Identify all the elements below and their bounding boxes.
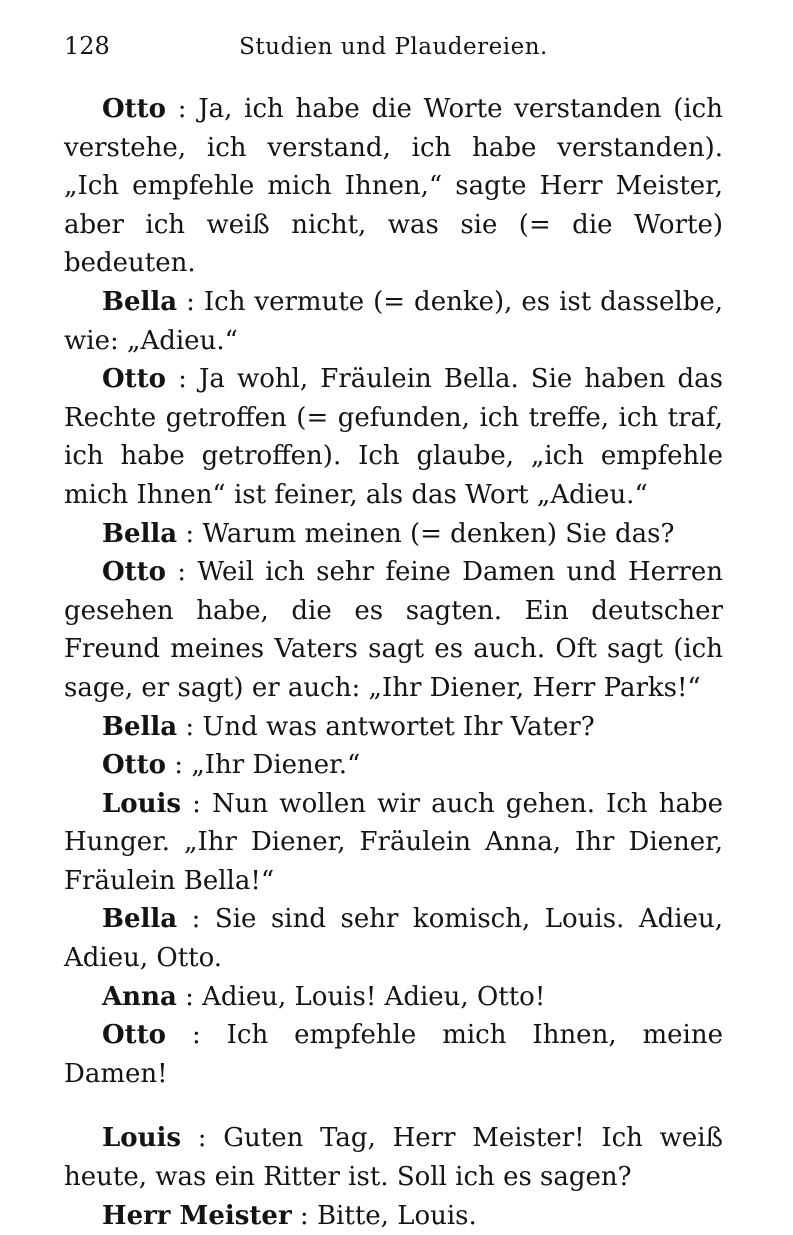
dialogue-line xyxy=(64,283,723,360)
speaker-separator: : xyxy=(291,1200,317,1231)
dialogue-text-span: Weil ich sehr feine Damen und Herren gesehen habe, die es sagten. Ein deutscher Freund meines Vaters sagt es auch. Oft sagt (ich sage, er sagt) er auch: „Ihr Diener, Herr Parks!“ xyxy=(64,557,723,703)
speaker-name: Bella xyxy=(102,904,178,935)
speaker-separator: : xyxy=(177,904,215,935)
dialogue-text-span: Adieu, Louis! Adieu, Otto! xyxy=(202,981,546,1012)
page-number: 128 xyxy=(64,32,110,60)
speaker-separator: : xyxy=(166,364,199,395)
dialogue-line xyxy=(64,900,723,977)
speaker-name: Bella xyxy=(102,711,178,742)
dialogue-line xyxy=(64,90,723,283)
speaker-name: Bella xyxy=(102,518,178,549)
dialogue-text-span: Sie sind sehr komisch, Louis. Adieu, Adieu, Otto. xyxy=(64,904,723,974)
dialogue-text-span: Und was antwortet Ihr Vater? xyxy=(202,711,595,742)
speaker-separator: : xyxy=(166,750,192,781)
speaker-separator: : xyxy=(176,981,203,1012)
dialogue-line xyxy=(64,1197,723,1235)
speaker-name: Anna xyxy=(102,981,177,1012)
speaker-name: Louis xyxy=(102,788,182,819)
dialogue-line xyxy=(64,1119,723,1196)
dialogue-text-span: Ja, ich habe die Worte verstanden (ich verstehe, ich verstand, ich habe verstanden). „Ich empfehle mich Ihnen,“ sagte Herr Meister, aber ich weiß nicht, was sie (= die Worte) bedeuten. xyxy=(64,94,723,279)
speaker-separator: : xyxy=(177,286,204,317)
speaker-separator: : xyxy=(181,1123,224,1154)
dialogue-line xyxy=(64,515,723,554)
speaker-name: Otto xyxy=(102,1020,167,1051)
dialogue-text xyxy=(64,90,723,1235)
dialogue-text-span: Ich empfehle mich Ihnen, meine Damen! xyxy=(64,1020,723,1089)
dialogue-line xyxy=(64,978,723,1017)
speaker-name: Louis xyxy=(102,1123,182,1154)
speaker-name: Herr Meister xyxy=(102,1200,292,1231)
dialogue-line xyxy=(64,360,723,514)
dialogue-line xyxy=(64,785,723,901)
speaker-name: Otto xyxy=(102,364,167,395)
speaker-separator: : xyxy=(166,1020,227,1051)
dialogue-text-span: Guten Tag, Herr Meister! Ich weiß heute, was ein Ritter ist. Soll ich es sagen? xyxy=(64,1123,723,1193)
page-header xyxy=(64,32,723,72)
dialogue-text-span: Ich vermute (= denke), es ist dasselbe, wie: „Adieu.“ xyxy=(64,286,723,356)
speaker-separator: : xyxy=(166,557,198,588)
speaker-name: Bella xyxy=(102,286,178,317)
dialogue-line xyxy=(64,1016,723,1093)
dialogue-line xyxy=(64,746,723,785)
dialogue-text-span: Ja wohl, Fräulein Bella. Sie haben das Rechte getroffen (= gefunden, ich treffe, ich traf, ich habe getroffen). Ich glaube, „ich empfehle mich Ihnen“ ist feiner, als das Wort „Adieu.“ xyxy=(64,364,723,510)
speaker-separator: : xyxy=(177,711,203,742)
dialogue-text-span: Warum meinen (= denken) Sie das? xyxy=(202,518,675,549)
running-title: Studien und Plaudereien. xyxy=(239,34,548,60)
dialogue-line xyxy=(64,708,723,747)
speaker-name: Otto xyxy=(102,750,167,781)
dialogue-line xyxy=(64,553,723,707)
speaker-separator: : xyxy=(166,94,199,124)
dialogue-text-span: „Ihr Diener.“ xyxy=(191,750,361,781)
speaker-separator: : xyxy=(181,788,212,819)
dialogue-text-span: Bitte, Louis. xyxy=(316,1200,477,1231)
speaker-name: Otto xyxy=(102,557,167,588)
speaker-separator: : xyxy=(177,518,203,549)
dialogue-text-span: Nun wollen wir auch gehen. Ich habe Hunger. „Ihr Diener, Fräulein Anna, Ihr Diener, Fräulein Bella!“ xyxy=(64,788,723,896)
speaker-name: Otto xyxy=(102,94,167,124)
